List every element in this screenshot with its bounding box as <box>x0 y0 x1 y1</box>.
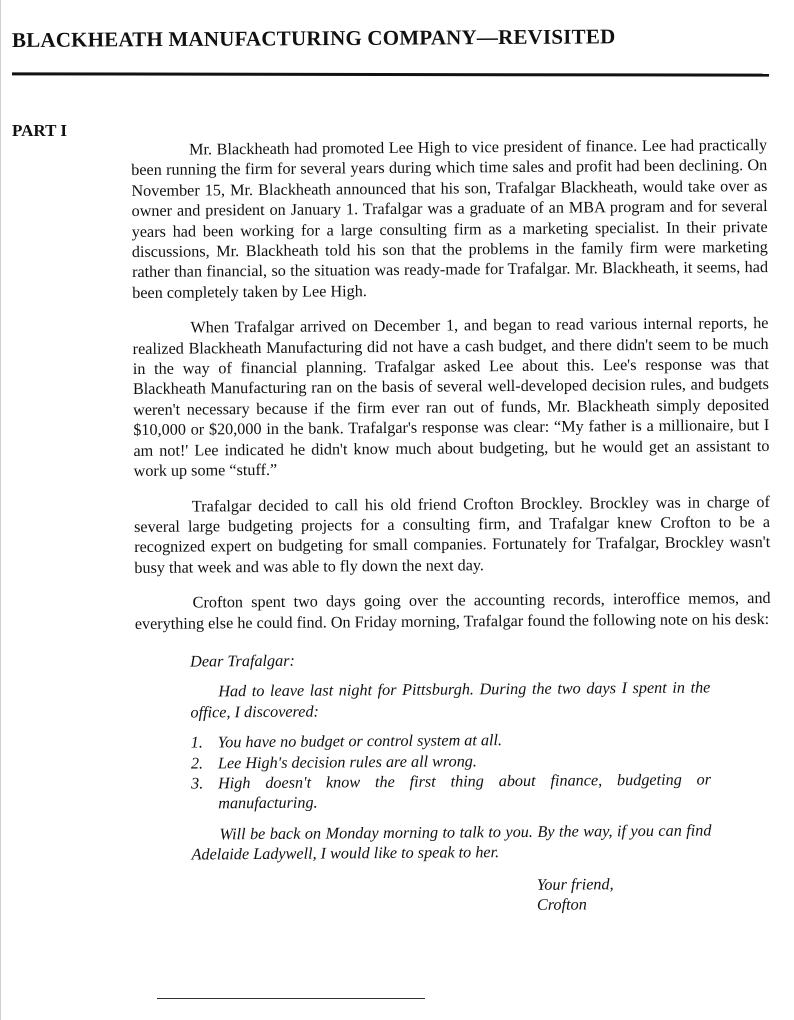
footnote-divider <box>157 998 425 999</box>
case-body <box>131 135 773 918</box>
signature-name: Crofton <box>536 895 587 914</box>
letter-salutation: Dear Trafalgar: <box>190 651 295 671</box>
list-item-number: 3. <box>190 774 204 793</box>
paragraph-1: Mr. Blackheath had promoted Lee High to vice president of finance. Lee had practically been running the firm for several years during which time sales and profit had been declining. On November 15, Mr. Blackheath announced that his son, Trafalgar Blackheath, would take over as owner and president on January 1. Trafalgar was a graduate of an MBA program and for several years had been working for a large consulting firm as a marketing specialist. In their private discussions, Mr. Blackheath told his son that the problems in the family firm were marketing rather than financial, so the situation was ready-made for Trafalgar. Mr. Blackheath, it seems, had been completely taken by Lee High. <box>131 136 769 302</box>
part-label: PART I <box>12 121 67 140</box>
page-title: BLACKHEATH MANUFACTURING COMPANY—REVISITED <box>11 24 616 52</box>
letter-opening: Had to leave last night for Pittsburgh. During the two days I spent in the office, I discovered: <box>190 678 711 722</box>
paragraph-4: Crofton spent two days going over the accounting records, interoffice memos, and everything else he could find. On Friday morning, Trafalgar found the following note on his desk: <box>134 589 771 633</box>
title-divider <box>12 72 769 76</box>
letter-closing: Will be back on Monday morning to talk to you. By the way, if you can find Adelaide Ladywell, I would like to speak to her. <box>191 821 712 864</box>
list-item-text: You have no budget or control system at all. <box>217 731 503 752</box>
paragraph-3: Trafalgar decided to call his old friend Crofton Brockley. Brockley was in charge of several large budgeting projects for a consulting firm, and Trafalgar knew Crofton to be a recognized expert on budgeting for small companies. Fortunately for Trafalgar, Brockley wasn't busy that week and was able to fly down the next day. <box>133 492 771 577</box>
list-item-text: High doesn't know the first thing about finance, budgeting or manufacturing. <box>217 770 712 813</box>
list-item <box>191 769 711 814</box>
list-item-number: 1. <box>190 733 203 752</box>
list-item-number: 2. <box>190 754 204 773</box>
page-edge-line <box>0 0 1 1020</box>
letter-signoff <box>537 873 773 916</box>
list-item-text: Lee High's decision rules are all wrong. <box>217 751 477 772</box>
note-letter <box>190 647 712 865</box>
signoff-line: Your friend, <box>536 874 614 894</box>
paragraph-2: When Trafalgar arrived on December 1, and began to read various internal reports, he realized Blackheath Manufacturing did not have a cash budget, and there didn't seem to be much in the way of financial planning. Trafalgar asked Lee about this. Lee's response was that Blackheath Manufacturing ran on the basis of several well-developed decision rules, and budgets weren't necessary because if the firm ever ran out of funds, Mr. Blackheath simply deposited $10,000 or $20,000 in the bank. Trafalgar's response was clear: “My father is a millionaire, but I am not!' Lee indicated he didn't know much about budgeting, but he would get an assistant to work up some “stuff.” <box>132 314 770 481</box>
findings-list <box>191 729 712 815</box>
